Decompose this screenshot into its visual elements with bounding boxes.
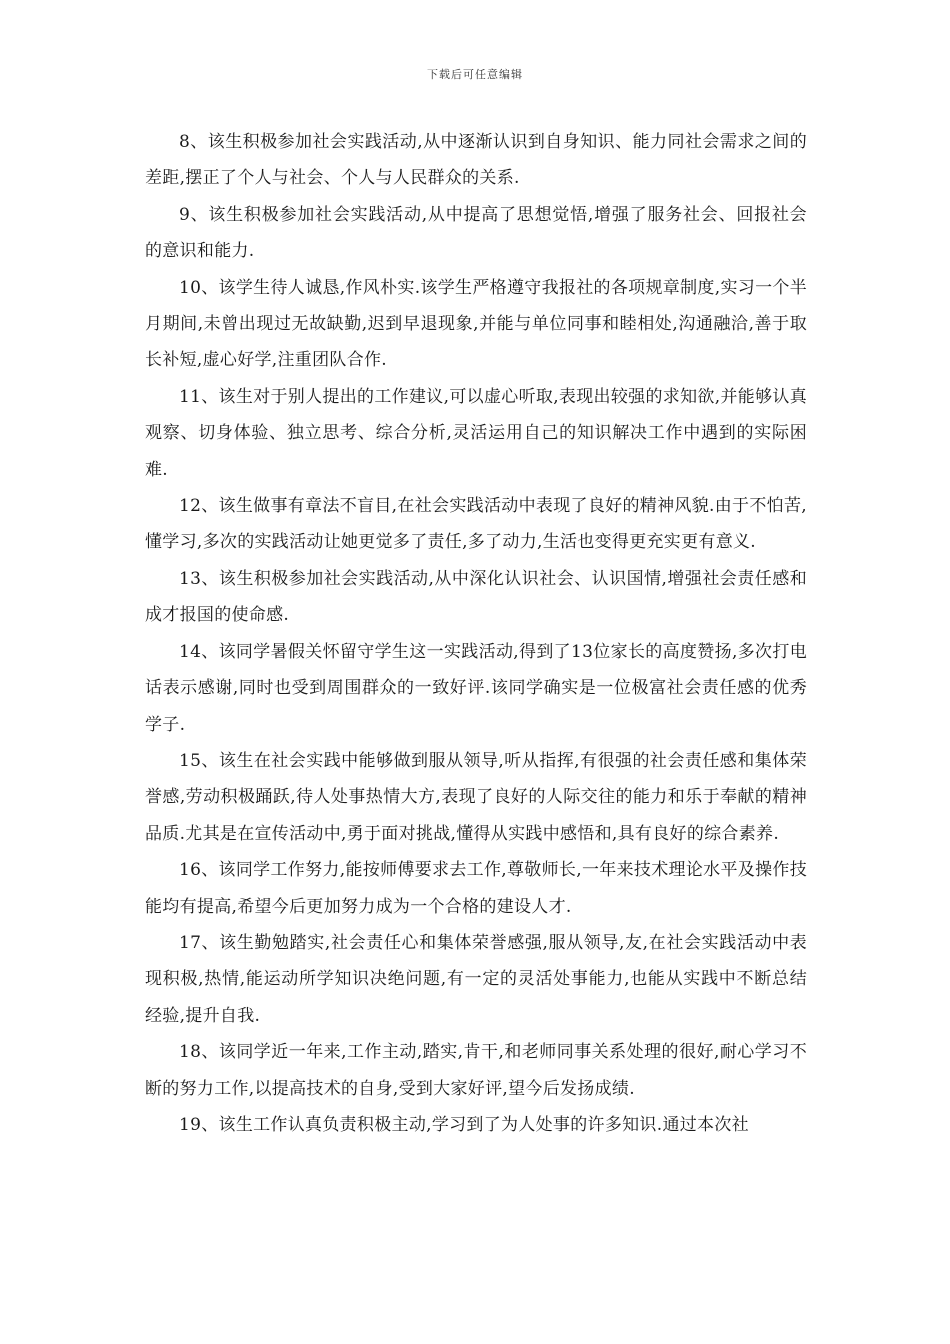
page-header: 下载后可任意编辑 xyxy=(427,68,523,81)
paragraph-12: 12、该生做事有章法不盲目,在社会实践活动中表现了良好的精神风貌.由于不怕苦,懂学习,多次的实践活动让她更觉多了责任,多了动力,生活也变得更充实更有意义. xyxy=(145,496,807,553)
paragraph-15: 15、该生在社会实践中能够做到服从领导,听从指挥,有很强的社会责任感和集体荣誉感,劳动积极踊跃,待人处事热情大方,表现了良好的人际交往的能力和乐于奉献的精神品质.尤其是在宣传活动中,勇于面对挑战,懂得从实践中感悟和,具有良好的综合素养. xyxy=(145,750,807,844)
paragraph-8: 8、该生积极参加社会实践活动,从中逐渐认识到自身知识、能力同社会需求之间的差距,摆正了个人与社会、个人与人民群众的关系. xyxy=(145,132,807,189)
paragraph-16: 16、该同学工作努力,能按师傅要求去工作,尊敬师长,一年来技术理论水平及操作技能均有提高,希望今后更加努力成为一个合格的建设人才. xyxy=(145,860,807,917)
paragraph-18: 18、该同学近一年来,工作主动,踏实,肯干,和老师同事关系处理的很好,耐心学习不断的努力工作,以提高技术的自身,受到大家好评,望今后发扬成绩. xyxy=(145,1042,807,1099)
paragraph-17: 17、该生勤勉踏实,社会责任心和集体荣誉感强,服从领导,友,在社会实践活动中表现积极,热情,能运动所学知识决绝问题,有一定的灵活处事能力,也能从实践中不断总结经验,提升自我. xyxy=(145,932,807,1026)
document-body xyxy=(145,124,807,1143)
paragraph-13: 13、该生积极参加社会实践活动,从中深化认识社会、认识国情,增强社会责任感和成才报国的使命感. xyxy=(145,568,807,626)
paragraph-11: 11、该生对于别人提出的工作建议,可以虚心听取,表现出较强的求知欲,并能够认真观察、切身体验、独立思考、综合分析,灵活运用自己的知识解决工作中遇到的实际困难. xyxy=(145,386,807,480)
paragraph-10: 10、该学生待人诚恳,作风朴实.该学生严格遵守我报社的各项规章制度,实习一个半月期间,未曾出现过无故缺勤,迟到早退现象,并能与单位同事和睦相处,沟通融洽,善于取长补短,虚心好学,注重团队合作. xyxy=(145,277,807,371)
paragraph-14: 14、该同学暑假关怀留守学生这一实践活动,得到了13位家长的高度赞扬,多次打电话表示感谢,同时也受到周围群众的一致好评.该同学确实是一位极富社会责任感的优秀学子. xyxy=(145,641,807,735)
paragraph-19: 19、该生工作认真负责积极主动,学习到了为人处事的许多知识.通过本次社 xyxy=(179,1114,749,1135)
paragraph-9: 9、该生积极参加社会实践活动,从中提高了思想觉悟,增强了服务社会、回报社会的意识和能力. xyxy=(145,204,807,262)
